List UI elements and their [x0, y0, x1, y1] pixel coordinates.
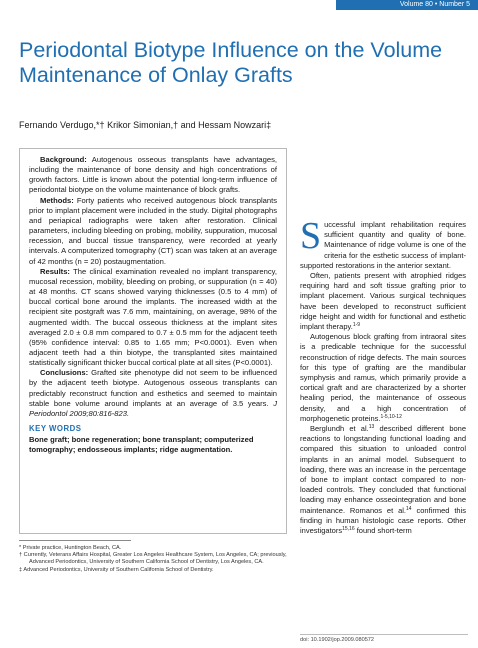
abstract-box: [19, 148, 287, 534]
body-p4-text-c: confirmed this finding in human histologic case reports. Other investigators: [300, 505, 466, 536]
abstract-conclusions: [29, 368, 277, 419]
drop-cap: S: [300, 215, 322, 257]
article-title: Periodontal Biotype Influence on the Volume Maintenance of Onlay Grafts: [19, 38, 443, 87]
keywords-text: Bone graft; bone regeneration; bone transplant; computerized tomography; endosseous implants; ridge augmentation.: [29, 435, 254, 455]
body-paragraph-2: [300, 271, 466, 332]
footnotes: [19, 545, 287, 574]
body-text-column: [300, 215, 466, 536]
abstract-results: [29, 267, 277, 369]
journal-header-bar: [0, 0, 478, 10]
keywords-heading: KEY WORDS: [29, 424, 82, 434]
doi-line: doi: 10.1902/jop.2009.080572: [300, 634, 468, 643]
body-p2-text: Often, patients present with atrophied ridges requiring hard and soft tissue grafting prior to implant placement. Various surgical techniques have been developed to reconstruct sufficient ridge height and width for functional and esthetic implant therapy.: [300, 271, 466, 332]
abstract-methods: [29, 196, 277, 267]
methods-label: Methods:: [40, 195, 74, 205]
body-p4-text-a: Berglundh et al.: [310, 424, 369, 434]
body-p1-text: uccessful implant rehabilitation requires sufficient quantity and quality of bone. Maintenance of ridge volume is one of the criteria for the esthetic success of implant-supported restorations in the anterior sextant.: [300, 220, 466, 270]
body-paragraph-1: [300, 215, 466, 271]
body-p4-text-b: described different bone reactions to longstanding functional loading and compared this situation to unloaded control implants in an animal model. Subsequent to loading, there was an increase in the percentage of bone to implant contact compared to non-loaded controls. They concluded that functional loading may enhance osseointegration and bone maintenance. Romanos et al.: [300, 424, 466, 515]
footnote-3: ‡ Advanced Periodontics, University of Southern California School of Dentistry.: [19, 566, 214, 573]
footnote-2: † Currently, Veterans Affairs Hospital, Greater Los Angeles Healthcare System, Los Angeles, CA; previously, Advanced Periodontics, University of Southern California School of Dentistry, Los Angeles, CA.: [19, 552, 287, 566]
background-text: Autogenous osseous transplants have advantages, including the maintenance of bone density and high concentrations of growth factors. Little is known about the potential long-term influence of periodontal biotype on the volume maintenance of block grafts.: [29, 155, 277, 195]
abstract-background: [29, 155, 277, 196]
journal-citation: J Periodontol 2009;80:816-823.: [29, 398, 277, 418]
citation-ref: 14: [406, 505, 412, 512]
footnote-divider: [19, 540, 131, 541]
abstract: [29, 155, 277, 419]
volume-issue-label: Volume 80 • Number 5: [399, 1, 470, 8]
body-paragraph-3: [300, 332, 466, 424]
citation-ref: 15,16: [342, 526, 355, 533]
body-paragraph-4: [300, 424, 466, 536]
background-label: Background:: [40, 155, 87, 164]
footnote-1: * Private practice, Huntington Beach, CA.: [19, 545, 122, 551]
body-p4-text-d: found short-term: [354, 526, 412, 536]
body-p3-text: Autogenous block grafting from intraoral sites is a predicable technique for the successful reconstruction of ridge defects. The main sources for this type of grafting are the mandibular symphysis and ramus, which primarily provide a cortical graft and are characterized by a shorter healing period, the maintenance of osseous density, and a high concentration of morphogenetic proteins.: [300, 332, 466, 423]
author-list: Fernando Verdugo,*† Krikor Simonian,† and Hessam Nowzari‡: [19, 120, 272, 130]
conclusions-label: Conclusions:: [40, 368, 89, 378]
results-text: The clinical examination revealed no implant transparency, mucosal recession, mobility, bleeding on probing, or suppuration (n = 40) at 48 months. CT scans showed varying thicknesses (0.5 to 4 mm) of buccal cortical bone around the implants. The increased width at the recipient site postgraft was 7.6 mm, maintaining, on average, 98% of the augmented width. The buccal osseous thickness at the implant sites averaged 2.0 ± 0.8 mm compared to 0.7 ± 0.5 mm for the adjacent teeth (95% confidence interval: 0.85 to 1.65 mm; P<0.0001). Even when adjacent teeth had a thin biotype, the transplanted sites maintained statistically significant thicker buccal cortical plate at all sites (P<0.0001).: [29, 266, 277, 368]
citation-ref: 13: [368, 424, 375, 431]
conclusions-text: Grafted site phenotype did not seem to be influenced by the adjacent teeth biotype. Autogenous osseous transplants can predictably reconstruct function and esthetics and seemed to maintain stable bone volume around implants at an average of 3.5 years.: [29, 368, 277, 408]
methods-text: Forty patients who received autogenous block transplants prior to implant placement were included in the study. Digital photographs and periapical radiographs were taken after restoration. Clinical parameters, including bleeding on probing, mobility, suppuration, mucosal recession, and buccal tissue transparency, were recorded at yearly intervals. A computerized tomography (CT) scan was taken at an average of 42 months (n = 20) postaugmentation.: [29, 195, 277, 266]
results-label: Results:: [40, 266, 70, 276]
citation-ref: 1-9: [352, 322, 361, 329]
citation-ref: 1-5,10-12: [380, 413, 402, 420]
